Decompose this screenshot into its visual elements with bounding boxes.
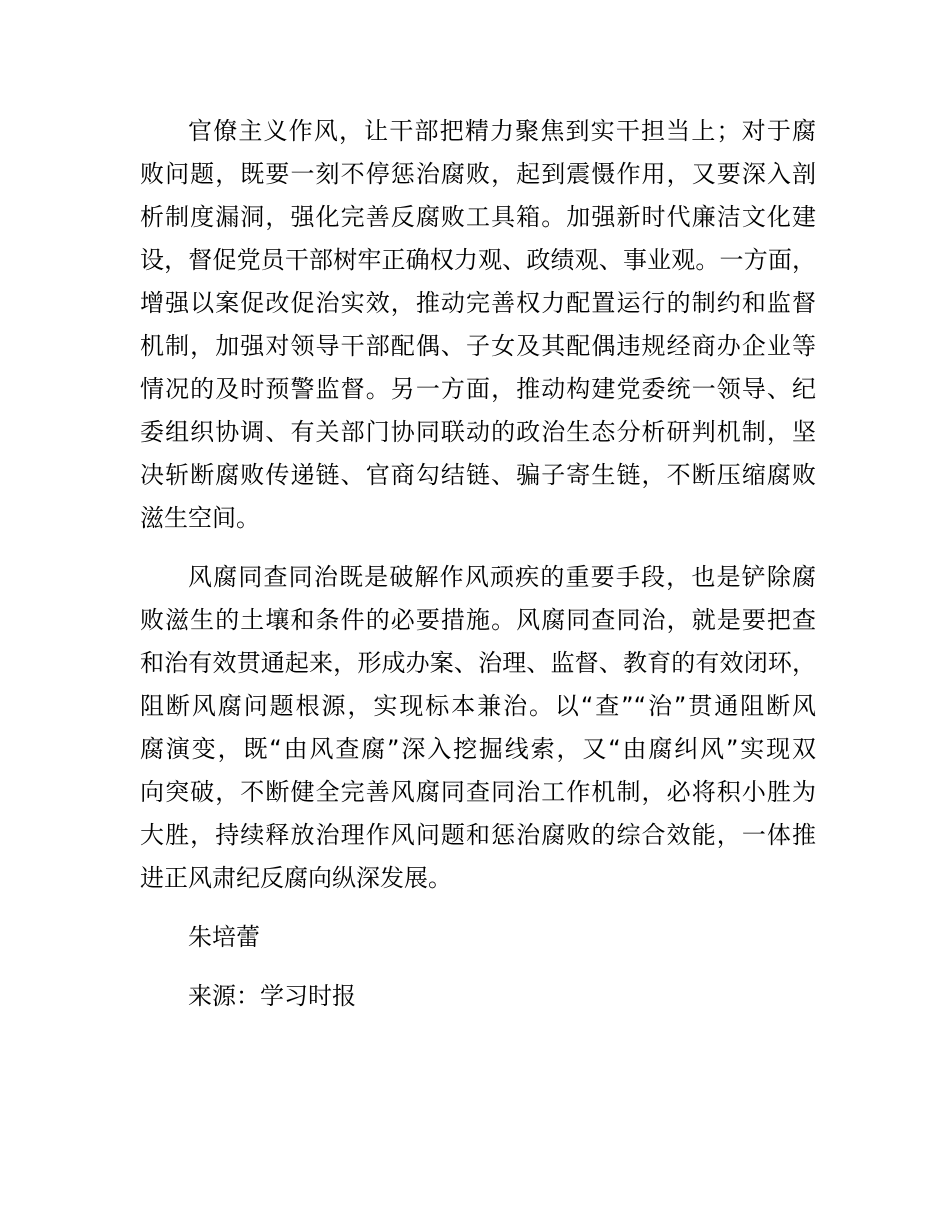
text-line: 向突破，不断健全完善风腐同查同治工作机制，必将积小胜为 (140, 778, 816, 806)
text-line: 进正风肃纪反腐向纵深发展。 (140, 864, 452, 892)
text-line: 败滋生的土壤和条件的必要措施。风腐同查同治，就是要把查 (140, 606, 816, 634)
author-line: 朱培蕾 (188, 923, 260, 951)
text-line: 腐演变，既“由风查腐”深入挖掘线索，又“由腐纠风”实现双 (140, 735, 816, 763)
text-line: 滋生空间。 (140, 504, 260, 532)
text-line: 机制，加强对领导干部配偶、子女及其配偶违规经商办企业等 (140, 332, 816, 360)
text-line: 败问题，既要一刻不停惩治腐败，起到震慑作用，又要深入剖 (140, 160, 816, 188)
text-line: 和治有效贯通起来，形成办案、治理、监督、教育的有效闭环， (140, 649, 816, 677)
text-line: 风腐同查同治既是破解作风顽疾的重要手段，也是铲除腐 (188, 563, 816, 591)
body-paragraph-2 (140, 556, 816, 900)
text-line: 析制度漏洞，强化完善反腐败工具箱。加强新时代廉洁文化建 (140, 203, 816, 231)
author-paragraph (140, 916, 816, 959)
text-line: 决斩断腐败传递链、官商勾结链、骗子寄生链，不断压缩腐败 (140, 461, 816, 489)
source-line: 来源：学习时报 (188, 982, 356, 1010)
text-line: 官僚主义作风，让干部把精力聚焦到实干担当上；对于腐 (188, 117, 816, 145)
text-line: 增强以案促改促治实效，推动完善权力配置运行的制约和监督 (140, 289, 816, 317)
source-paragraph (140, 975, 816, 1018)
text-line: 设，督促党员干部树牢正确权力观、政绩观、事业观。一方面， (140, 246, 816, 274)
text-line: 情况的及时预警监督。另一方面，推动构建党委统一领导、纪 (140, 375, 816, 403)
body-paragraph-1 (140, 110, 816, 540)
text-line: 阻断风腐问题根源，实现标本兼治。以“查”“治”贯通阻断风 (140, 692, 816, 720)
text-line: 大胜，持续释放治理作风问题和惩治腐败的综合效能，一体推 (140, 821, 816, 849)
text-line: 委组织协调、有关部门协同联动的政治生态分析研判机制，坚 (140, 418, 816, 446)
